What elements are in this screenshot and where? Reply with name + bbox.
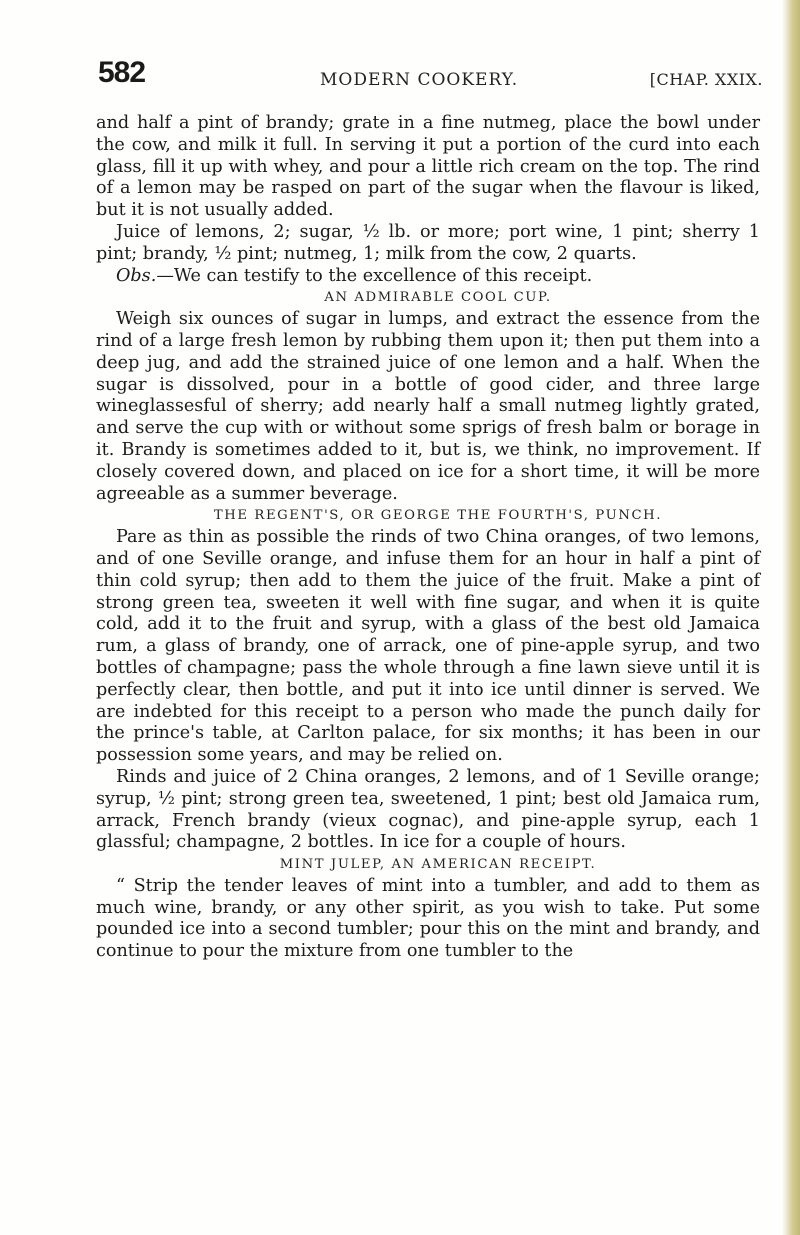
page-edge-stain	[782, 0, 800, 1235]
cool-cup-heading: AN ADMIRABLE COOL CUP.	[324, 290, 552, 306]
mint-julep-heading: MINT JULEP, AN AMERICAN RECEIPT.	[279, 857, 597, 873]
obs-note	[96, 266, 760, 288]
regents-punch-heading: THE REGENT'S, OR GEORGE THE FOURTH'S, PUNCH.	[213, 508, 663, 524]
regents-punch-paragraph: Pare as thin as possible the rinds of two China oranges, of two lemons, and of one Seville orange, and infuse them for an hour in half a pint of thin cold syrup; then add to them the juice of the fruit. Make a pint of strong green tea, sweeten it well with fine sugar, and when it is quite cold, add it to the fruit and syrup, with a glass of the best old Jamaica rum, a glass of brandy, one of arrack, one of pine-apple syrup, and two bottles of champagne; pass the whole through a fine lawn sieve until it is perfectly clear, then bottle, and put it into ice until dinner is served. We are indebted for this receipt to a person who made the punch daily for the prince's table, at Carlton palace, for six months; it has been in our possession some years, and may be relied on.	[96, 527, 760, 766]
continuation-summary: Juice of lemons, 2; sugar, ½ lb. or more; port wine, 1 pint; sherry 1 pint; brandy, ½ pint; nutmeg, 1; milk from the cow, 2 quarts.	[96, 221, 760, 264]
cool-cup-paragraph: Weigh six ounces of sugar in lumps, and extract the essence from the rind of a large fresh lemon by rubbing them upon it; then put them into a deep jug, and add the strained juice of one lemon and a half. When the sugar is dissolved, pour in a bottle of good cider, and three large wineglassesful of sherry; add nearly half a small nutmeg lightly grated, and serve the cup with or without some sprigs of fresh balm or borage in it. Brandy is sometimes added to it, but is, we think, no improvement. If closely covered down, and placed on ice for a short time, it will be more agreeable as a summer beverage.	[96, 309, 760, 504]
regents-punch-summary: Rinds and juice of 2 China oranges, 2 lemons, and of 1 Seville orange; syrup, ½ pint; strong green tea, sweetened, 1 pint; best old Jamaica rum, arrack, French brandy (vieux cognac), and pine-apple syrup, each 1 glassful; champagne, 2 bottles. In ice for a couple of hours.	[96, 766, 760, 853]
running-head	[98, 56, 763, 96]
running-title: MODERN COOKERY.	[320, 70, 519, 90]
obs-label: Obs.	[116, 265, 157, 286]
continuation-paragraph: and half a pint of brandy; grate in a fine nutmeg, place the bowl under the cow, and milk it full. In serving it put a portion of the curd into each glass, fill it up with whey, and pour a little rich cream on the top. The rind of a lemon may be rasped on part of the sugar when the flavour is liked, but it is not usually added.	[96, 113, 760, 221]
body-text	[96, 113, 760, 963]
page-number: 582	[98, 56, 146, 89]
obs-text: —We can testify to the excellence of this receipt.	[156, 265, 593, 286]
running-chapter: [CHAP. XXIX.	[649, 70, 763, 89]
mint-julep-paragraph: “ Strip the tender leaves of mint into a tumbler, and add to them as much wine, brandy, or any other spirit, as you wish to take. Put some pounded ice into a second tumbler; pour this on the mint and brandy, and continue to pour the mixture from one tumbler to the	[96, 875, 760, 962]
